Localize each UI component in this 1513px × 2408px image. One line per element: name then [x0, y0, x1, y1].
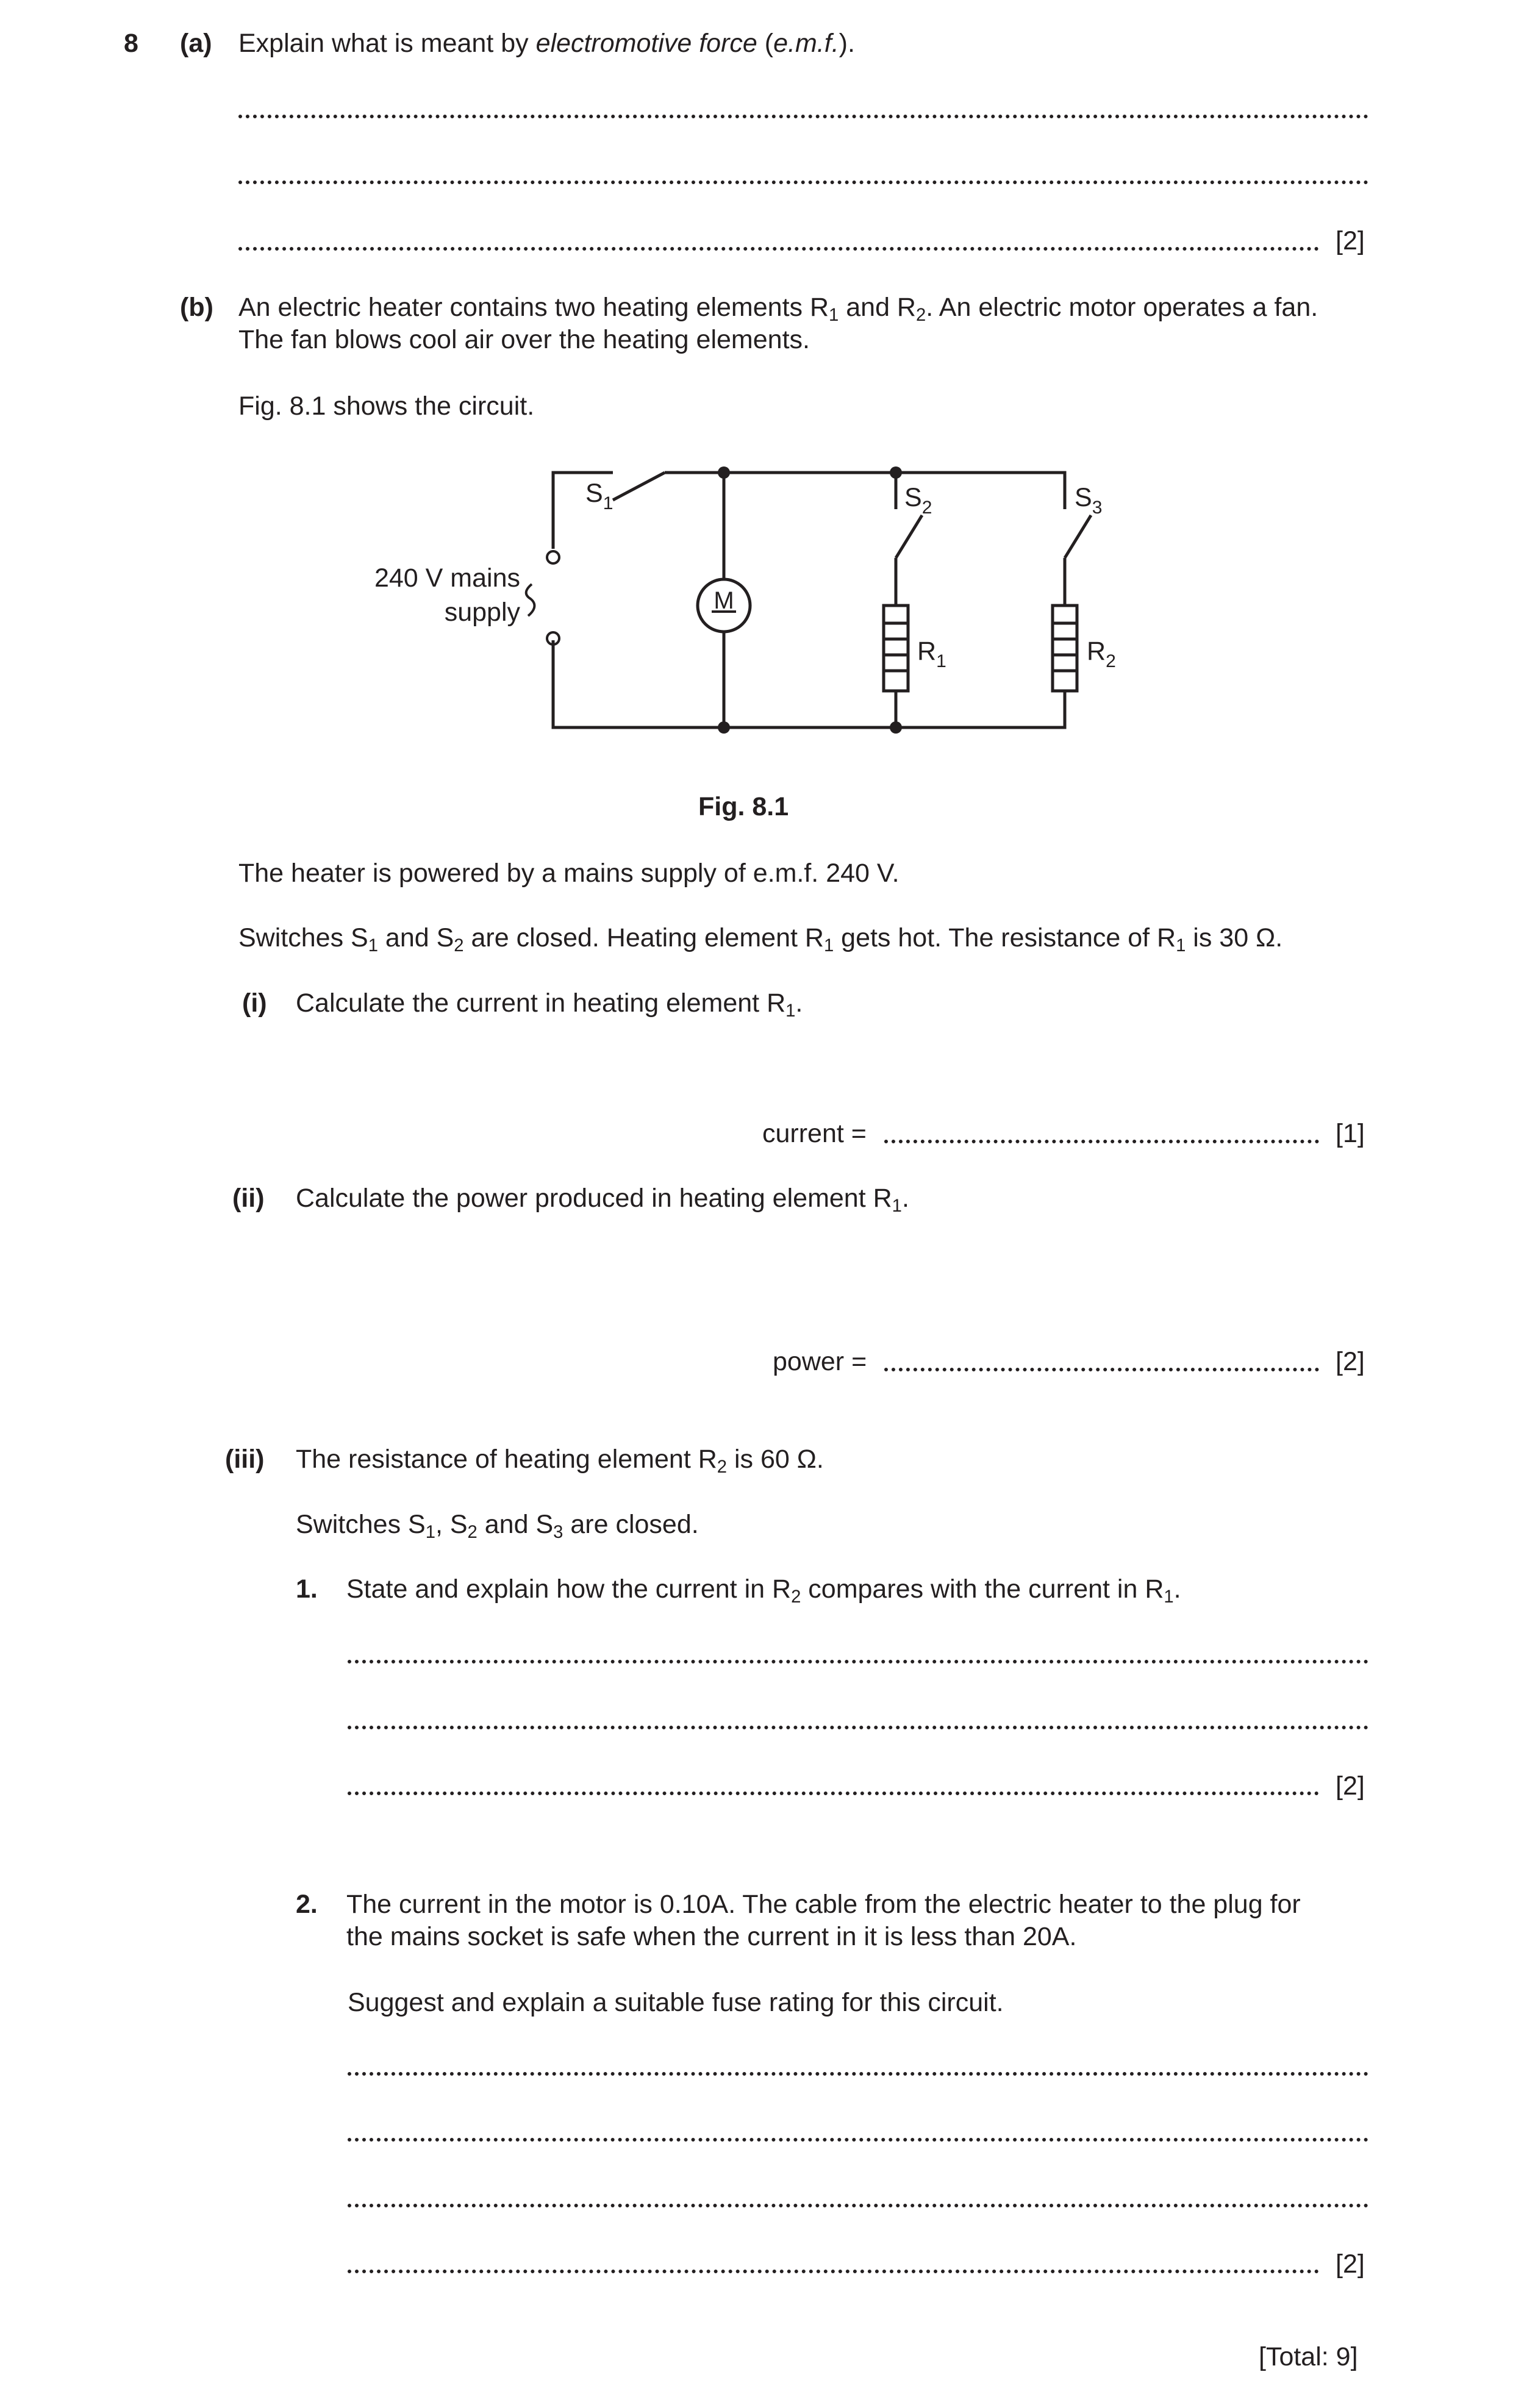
circuit-diagram — [0, 0, 1513, 793]
switch-s1 — [613, 473, 665, 500]
answer-line-2-4[interactable] — [348, 2270, 1319, 2273]
supply-terminal-top — [547, 551, 559, 563]
part-b-intro-line2: The fan blows cool air over the heating elements. — [238, 325, 810, 354]
answer-line-1-2[interactable] — [348, 1726, 1368, 1729]
junction-top-1 — [718, 466, 730, 479]
part-i-question: Calculate the current in heating element $R_1$. — [296, 988, 803, 1021]
part-a-question: Explain what is meant by electromotive force (e.m.f.). — [238, 29, 855, 58]
junction-bottom-2 — [890, 721, 902, 734]
figure-reference: Fig. 8.1 shows the circuit. — [238, 391, 535, 421]
junction-bottom-1 — [718, 721, 730, 734]
label-motor: M — [714, 587, 734, 614]
part-a-label: (a) — [180, 29, 212, 58]
power-answer-line[interactable] — [884, 1368, 1319, 1371]
part-iii-switches: Switches $S_1$, $S_2$ and $S_3$ are closed. — [296, 1510, 699, 1543]
subpart-2-line2: the mains socket is safe when the current in it is less than 20A. — [346, 1922, 1077, 1951]
subpart-2-line1: The current in the motor is 0.10A. The cable from the electric heater to the plug for — [346, 1890, 1301, 1919]
junction-top-2 — [890, 466, 902, 479]
label-s2: $S_2$ — [904, 483, 932, 518]
part-b-label: (b) — [180, 293, 213, 322]
total-marks: [Total: 9] — [1259, 2342, 1358, 2371]
switch-statement: Switches $S_1$ and $S_2$ are closed. Heating element $R_1$ gets hot. The resistance of $R_1$ is 30 Ω. — [238, 923, 1283, 956]
part-b-intro-line1: An electric heater contains two heating elements $R_1$ and $R_2$. An electric motor operates a fan. — [238, 293, 1318, 326]
part-ii-question: Calculate the power produced in heating element $R_1$. — [296, 1184, 909, 1217]
label-supply-line2: supply — [444, 598, 520, 627]
subpart-1-question: State and explain how the current in $R_2$ compares with the current in $R_1$. — [346, 1574, 1181, 1607]
part-ii-marks: [2] — [1336, 1347, 1365, 1376]
answer-line-2-2[interactable] — [348, 2138, 1368, 2142]
subpart-1-marks: [2] — [1336, 1771, 1365, 1801]
wire-left-bottom — [553, 640, 1065, 727]
ac-symbol-icon — [526, 584, 535, 616]
question-number: 8 — [124, 29, 138, 58]
part-a-marks: [2] — [1336, 226, 1365, 255]
answer-line-1-3[interactable] — [348, 1792, 1319, 1795]
subpart-1-label: 1. — [296, 1574, 318, 1604]
current-answer-label: current = — [762, 1119, 867, 1148]
part-iii-statement: The resistance of heating element $R_2$ is 60 Ω. — [296, 1445, 824, 1477]
subpart-2-label: 2. — [296, 1890, 318, 1919]
subpart-2-marks: [2] — [1336, 2249, 1365, 2279]
label-r1: $R_1$ — [917, 637, 946, 671]
label-s3: $S_3$ — [1075, 483, 1103, 518]
subpart-2-suggest: Suggest and explain a suitable fuse rating for this circuit. — [348, 1988, 1004, 2017]
figure-caption: Fig. 8.1 — [698, 792, 789, 821]
label-supply-line1: 240 V mains — [374, 563, 520, 593]
part-i-marks: [1] — [1336, 1119, 1365, 1148]
part-ii-label: (ii) — [232, 1184, 265, 1213]
label-s1: $S_1$ — [585, 479, 613, 513]
label-r2: $R_2$ — [1087, 637, 1116, 671]
resistor-r1-icon — [884, 606, 908, 691]
answer-line-2-1[interactable] — [348, 2072, 1368, 2076]
answer-line-1-1[interactable] — [348, 1660, 1368, 1663]
part-iii-label: (iii) — [225, 1445, 265, 1474]
power-answer-label: power = — [773, 1347, 867, 1376]
emf-statement: The heater is powered by a mains supply of e.m.f. 240 V. — [238, 859, 900, 888]
part-i-label: (i) — [242, 988, 267, 1018]
resistor-r2-icon — [1053, 606, 1077, 691]
answer-line-2-3[interactable] — [348, 2204, 1368, 2207]
current-answer-line[interactable] — [884, 1140, 1319, 1143]
switch-s2 — [896, 515, 922, 558]
switch-s3 — [1065, 515, 1091, 558]
